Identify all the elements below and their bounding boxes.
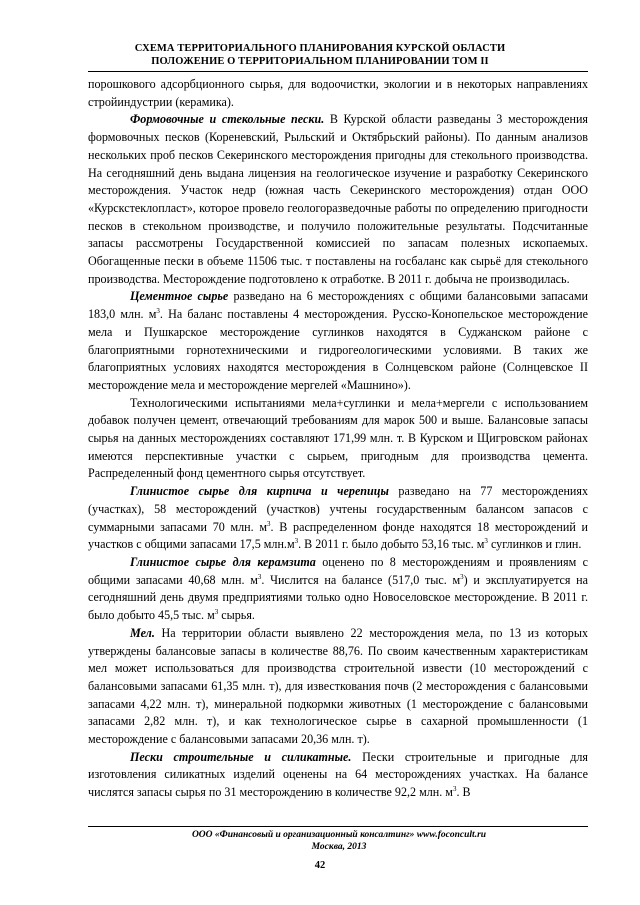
paragraph-continuation: порошкового адсорбционного сырья, для водоочистки, экологии и в некоторых направлениях стройиндустрии (керамика).	[88, 77, 588, 109]
term-heading: Мел.	[130, 625, 155, 640]
paragraph-building-sands: Пески строительные и силикатные. Пески строительные и пригодные для изготовления силикатных изделий оценены на 64 месторождениях участках. На балансе числятся запасы сырья по 31 месторождению в количестве 92,2 млн. $м^3$. В	[88, 749, 588, 800]
header-title: СХЕМА ТЕРРИТОРИАЛЬНОГО ПЛАНИРОВАНИЯ КУРСКОЙ ОБЛАСТИ	[134, 43, 506, 54]
paragraph-cement-raw: Цементное сырье разведано на 6 месторождениях с общими балансовыми запасами 183,0 млн. $м^3$. На баланс поставлены 4 месторождения. Русско-Конопельское месторождение мела и Пушкарское месторождение суглинков находятся в Суджанском районе с благоприятными горнотехническими и гидрогеологическими условиями. В таких же благоприятных условиях находятся месторождения в Солнцевском районе (Солнцевское II месторождение мела и месторождение мергелей «Машнино»).	[88, 289, 588, 392]
term-heading: Цементное сырье	[130, 289, 229, 304]
paragraph-expanded-clay: Глинистое сырье для керамзита оценено по 8 месторождениям и проявлениям с общими запасами 40,68 млн. $м^3$. Числится на балансе (517,0 тыс. $м^3$) и эксплуатируется на сегодняшний день двумя предприятиями только одно Новоселовское месторождение. В 2011 г. было добыто 45,5 тыс. $м^3$ сырья.	[88, 554, 588, 623]
term-heading: Глинистое сырье для кирпича и черепицы	[130, 484, 389, 499]
footer-city-year: Москва, 2013	[311, 842, 367, 852]
term-heading: Формовочные и стекольные пески.	[130, 112, 325, 127]
paragraph-brick-clay: Глинистое сырье для кирпича и черепицы разведано на 77 месторождениях (участках), 58 месторождений (участков) учтены государственным балансом запасов с суммарными запасами 70 млн. $м^3$. В распределенном фонде находятся 18 месторождений и участков с общими запасами 17,5 $млн.м^3$. В 2011 г. было добыто 53,16 тыс. $м^3$ суглинков и глин.	[88, 484, 588, 552]
paragraph-molding-sands: Формовочные и стекольные пески. В Курской области разведаны 3 месторождения формовочных песков (Кореневский, Рыльский и Октябрьский районы). По данным анализов нескольких проб песков Секеринского месторождения пригодны для стекольного производства. На сегодняшний день выдана лицензия на геологическое изучение и разработку Секеринского месторождения. Участок недр (южная часть Секеринского месторождения) отдан ООО «Курскстеклоплаcт», которое провело геологоразведочные работы по определению пригодности песков в стекольном производстве, и получило положительные результаты. Подсчитанные запасы рассмотрены Государственной комиссией по запасам полезных ископаемых. Обогащенные пески в объеме 11506 тыс. т поставлены на госбаланс как сырьё для стекольного производства. Месторождение подготовлено к отработке. В 2011 г. добыча не производилась.	[88, 112, 588, 286]
header-subtitle: ПОЛОЖЕНИЕ О ТЕРРИТОРИАЛЬНОМ ПЛАНИРОВАНИИ ТОМ II	[151, 56, 489, 67]
paragraph-chalk: Мел. На территории области выявлено 22 месторождения мела, по 13 из которых утверждены балансовые запасы в количестве 88,76. По своим качественным характеристикам мел может использоваться для производства строительной извести (10 месторождений с балансовыми запасами 61,35 млн. т), для известкования почв (2 месторождения с балансовыми запасами 4,22 млн. т), минеральной подкормки животных (1 месторождение с балансовыми запасами 2,82 млн. т), и как технологическое сырье в сахарной промышленности (1 месторождение с балансовыми запасами 20,36 млн. т).	[88, 625, 588, 747]
term-heading: Глинистое сырье для керамзита	[130, 554, 316, 569]
paragraph-technological-tests: Технологическими испытаниями мела+суглинки и мела+мергели с использованием добавок получен цемент, отвечающий требованиям для марок 500 и выше. Балансовые запасы сырья на данных месторождениях составляют 171,99 млн. т. В Курском и Щигровском районах имеются перспективные участки с сырьем, пригодным для производства цемента. Распределенный фонд цементного сырья отсутствует.	[88, 395, 588, 481]
footer-divider	[88, 826, 588, 827]
page-footer	[90, 829, 588, 853]
page-number: 42	[314, 860, 326, 871]
term-heading: Пески строительные и силикатные.	[130, 749, 352, 764]
document-body	[88, 76, 588, 802]
header-divider	[88, 71, 588, 72]
footer-company: ООО «Финансовый и организационный консалтинг» www.foconcult.ru	[191, 830, 487, 840]
page-header	[90, 42, 550, 68]
